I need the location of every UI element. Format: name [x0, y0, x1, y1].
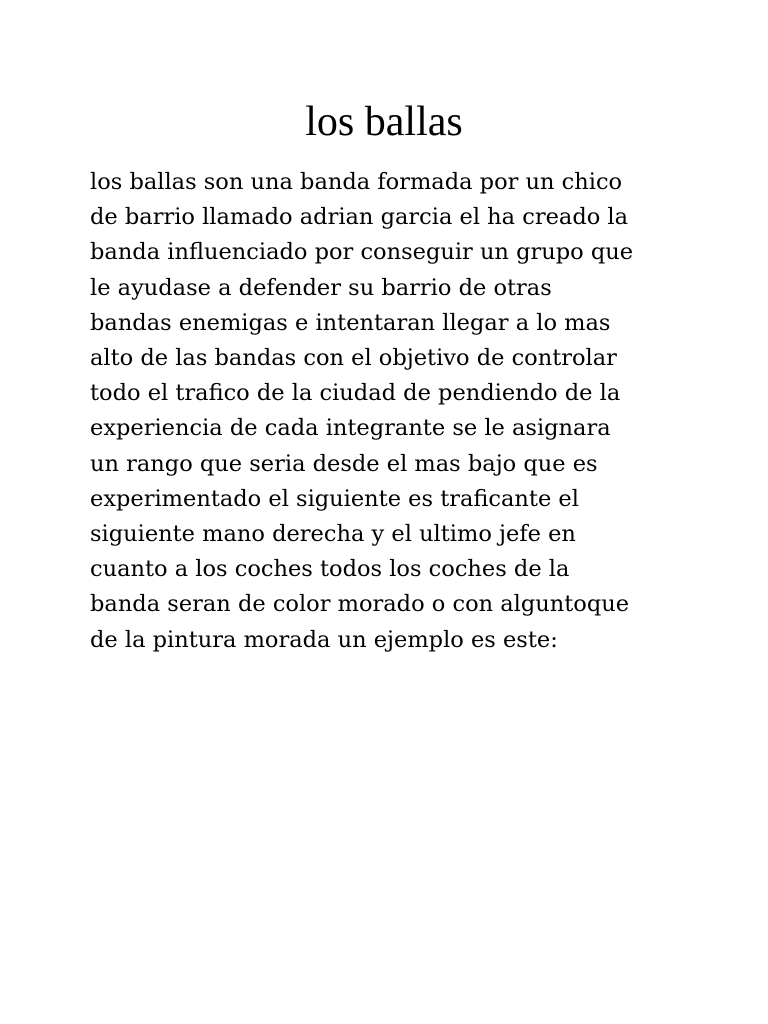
- body-line: banda influenciado por conseguir un grupo que: [90, 239, 634, 266]
- body-line: alto de las bandas con el objetivo de controlar: [90, 345, 617, 372]
- body-line: cuanto a los coches todos los coches de la: [90, 556, 570, 583]
- document-title: los ballas: [305, 99, 463, 145]
- document-body: [90, 165, 690, 658]
- body-line: un rango que seria desde el mas bajo que es: [90, 450, 598, 477]
- body-line: de la pintura morada un ejemplo es este:: [90, 626, 558, 653]
- body-line: experimentado el siguiente es traficante el: [90, 485, 579, 512]
- body-line: bandas enemigas e intentaran llegar a lo mas: [90, 309, 611, 336]
- body-line: siguiente mano derecha y el ultimo jefe en: [90, 521, 576, 548]
- body-line: le ayudase a defender su barrio de otras: [90, 274, 552, 301]
- body-line: experiencia de cada integrante se le asignara: [90, 415, 611, 442]
- body-line: los ballas son una banda formada por un chico: [90, 169, 623, 195]
- body-line: todo el trafico de la ciudad de pendiendo de la: [90, 380, 621, 407]
- body-line: banda seran de color morado o con alguntoque: [90, 591, 630, 618]
- body-line: de barrio llamado adrian garcia el ha creado la: [90, 204, 629, 231]
